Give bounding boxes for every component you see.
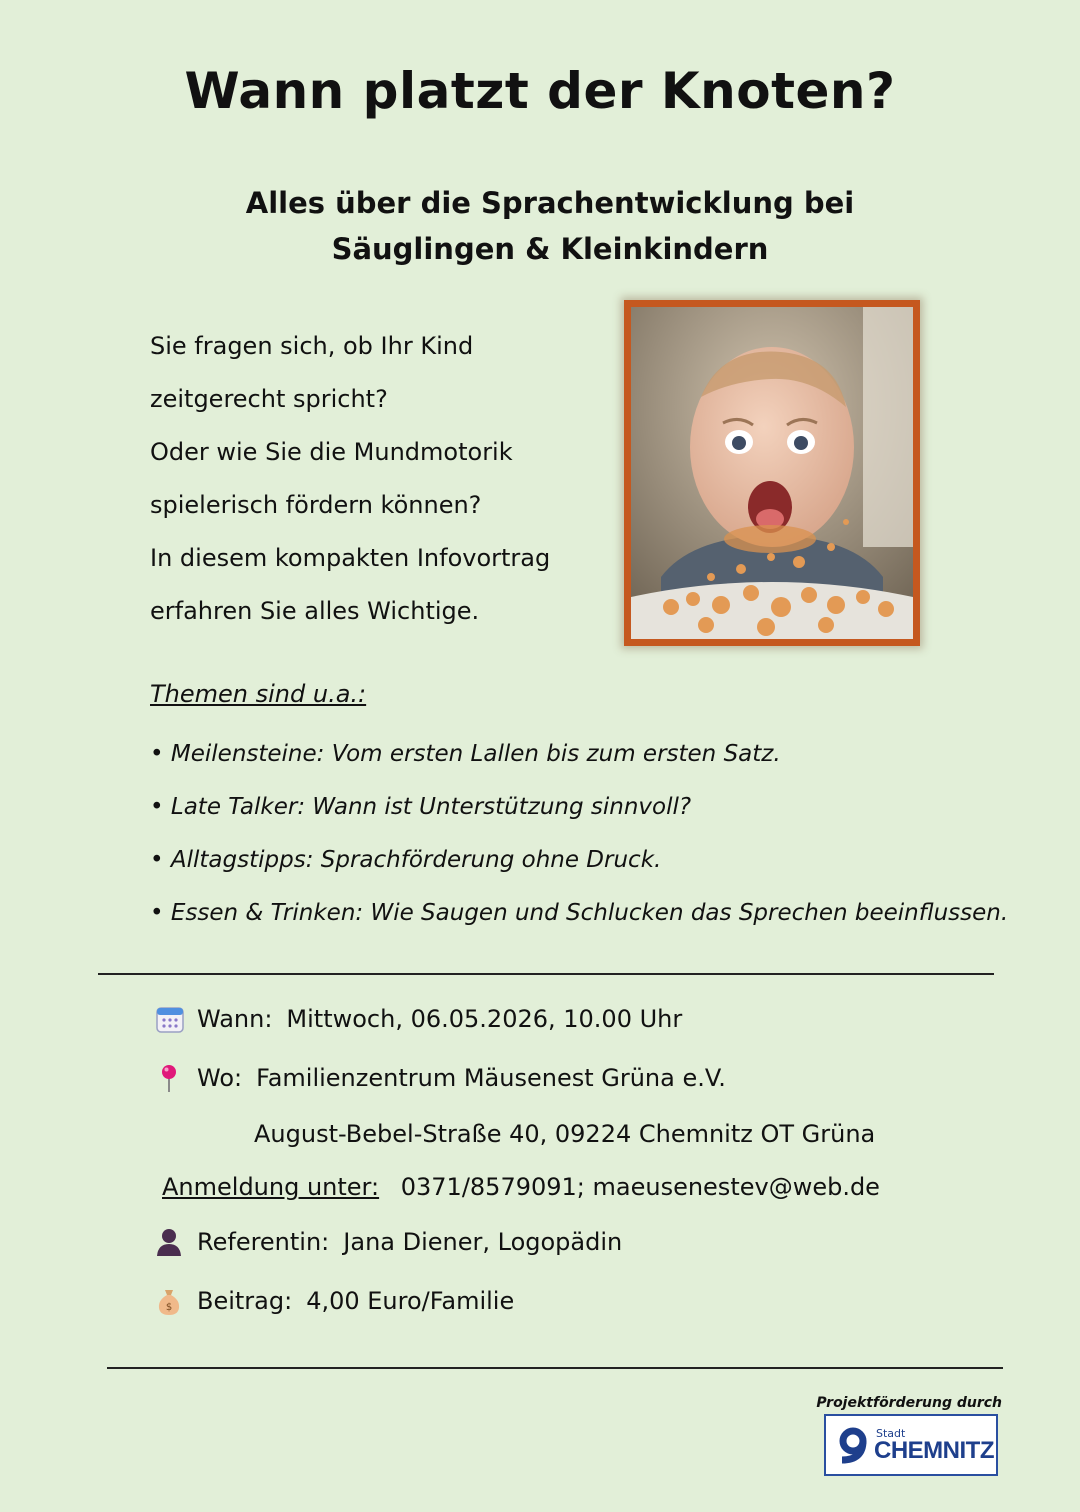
when-value: Mittwoch, 06.05.2026, 10.00 Uhr: [286, 1005, 683, 1033]
svg-text:$: $: [165, 1302, 173, 1313]
speaker-value: Jana Diener, Logopädin: [343, 1228, 623, 1256]
topic-item: • Alltagstipps: Sprachförderung ohne Druck.: [150, 834, 1030, 887]
intro-text: [150, 320, 590, 638]
topic-item: • Meilensteine: Vom ersten Lallen bis zum ersten Satz.: [150, 728, 1030, 781]
address: August-Bebel-Straße 40, 09224 Chemnitz OT Grüna: [254, 1120, 876, 1148]
where-value: Familienzentrum Mäusenest Grüna e.V.: [256, 1064, 726, 1092]
fee-label: Beitrag:: [197, 1287, 293, 1315]
intro-line: In diesem kompakten Infovortrag: [150, 544, 551, 572]
logo-stadt: Stadt: [876, 1426, 906, 1440]
signup-row: [162, 1173, 880, 1201]
where-label: Wo:: [197, 1064, 243, 1092]
chemnitz-logo: [824, 1414, 998, 1476]
speaker-row: [155, 1227, 622, 1257]
fee-row: [155, 1286, 514, 1316]
topic-item: • Essen & Trinken: Wie Saugen und Schlucken das Sprechen beeinflussen.: [150, 887, 1030, 940]
subtitle-line-1: Alles über die Sprachentwicklung bei: [245, 186, 855, 220]
person-icon: [155, 1227, 185, 1257]
baby-photo: [624, 300, 920, 646]
chemnitz-logo-mark-icon: [836, 1426, 870, 1464]
intro-line: erfahren Sie alles Wichtige.: [150, 597, 480, 625]
where-row: [155, 1063, 726, 1093]
subtitle-line-2: Säuglingen & Kleinkindern: [331, 232, 769, 266]
when-row: [155, 1004, 682, 1034]
topics-heading: Themen sind u.a.:: [150, 680, 367, 708]
calendar-icon: [155, 1004, 185, 1034]
intro-line: Oder wie Sie die Mundmotorik: [150, 438, 513, 466]
signup-label: Anmeldung unter:: [162, 1173, 380, 1201]
intro-line: Sie fragen sich, ob Ihr Kind: [150, 332, 474, 360]
pushpin-icon: [155, 1063, 185, 1093]
logo-chemnitz: CHEMNITZ: [874, 1436, 994, 1464]
intro-line: spielerisch fördern können?: [150, 491, 482, 519]
topic-item: • Late Talker: Wann ist Unterstützung sinnvoll?: [150, 781, 1030, 834]
when-label: Wann:: [197, 1005, 273, 1033]
money-bag-icon: [155, 1286, 185, 1316]
sponsor-label: Projektförderung durch: [816, 1395, 1002, 1411]
signup-contact[interactable]: 0371/8579091; maeusenestev@web.de: [400, 1173, 880, 1201]
page-title: Wann platzt der Knoten?: [184, 62, 896, 120]
divider-bottom: [107, 1367, 1003, 1369]
fee-value: 4,00 Euro/Familie: [306, 1287, 515, 1315]
baby-photo-illustration: [631, 307, 913, 639]
divider-top: [98, 973, 994, 975]
subtitle: [0, 180, 1080, 272]
topics-list: [150, 728, 1030, 940]
intro-line: zeitgerecht spricht?: [150, 385, 388, 413]
speaker-label: Referentin:: [197, 1228, 330, 1256]
